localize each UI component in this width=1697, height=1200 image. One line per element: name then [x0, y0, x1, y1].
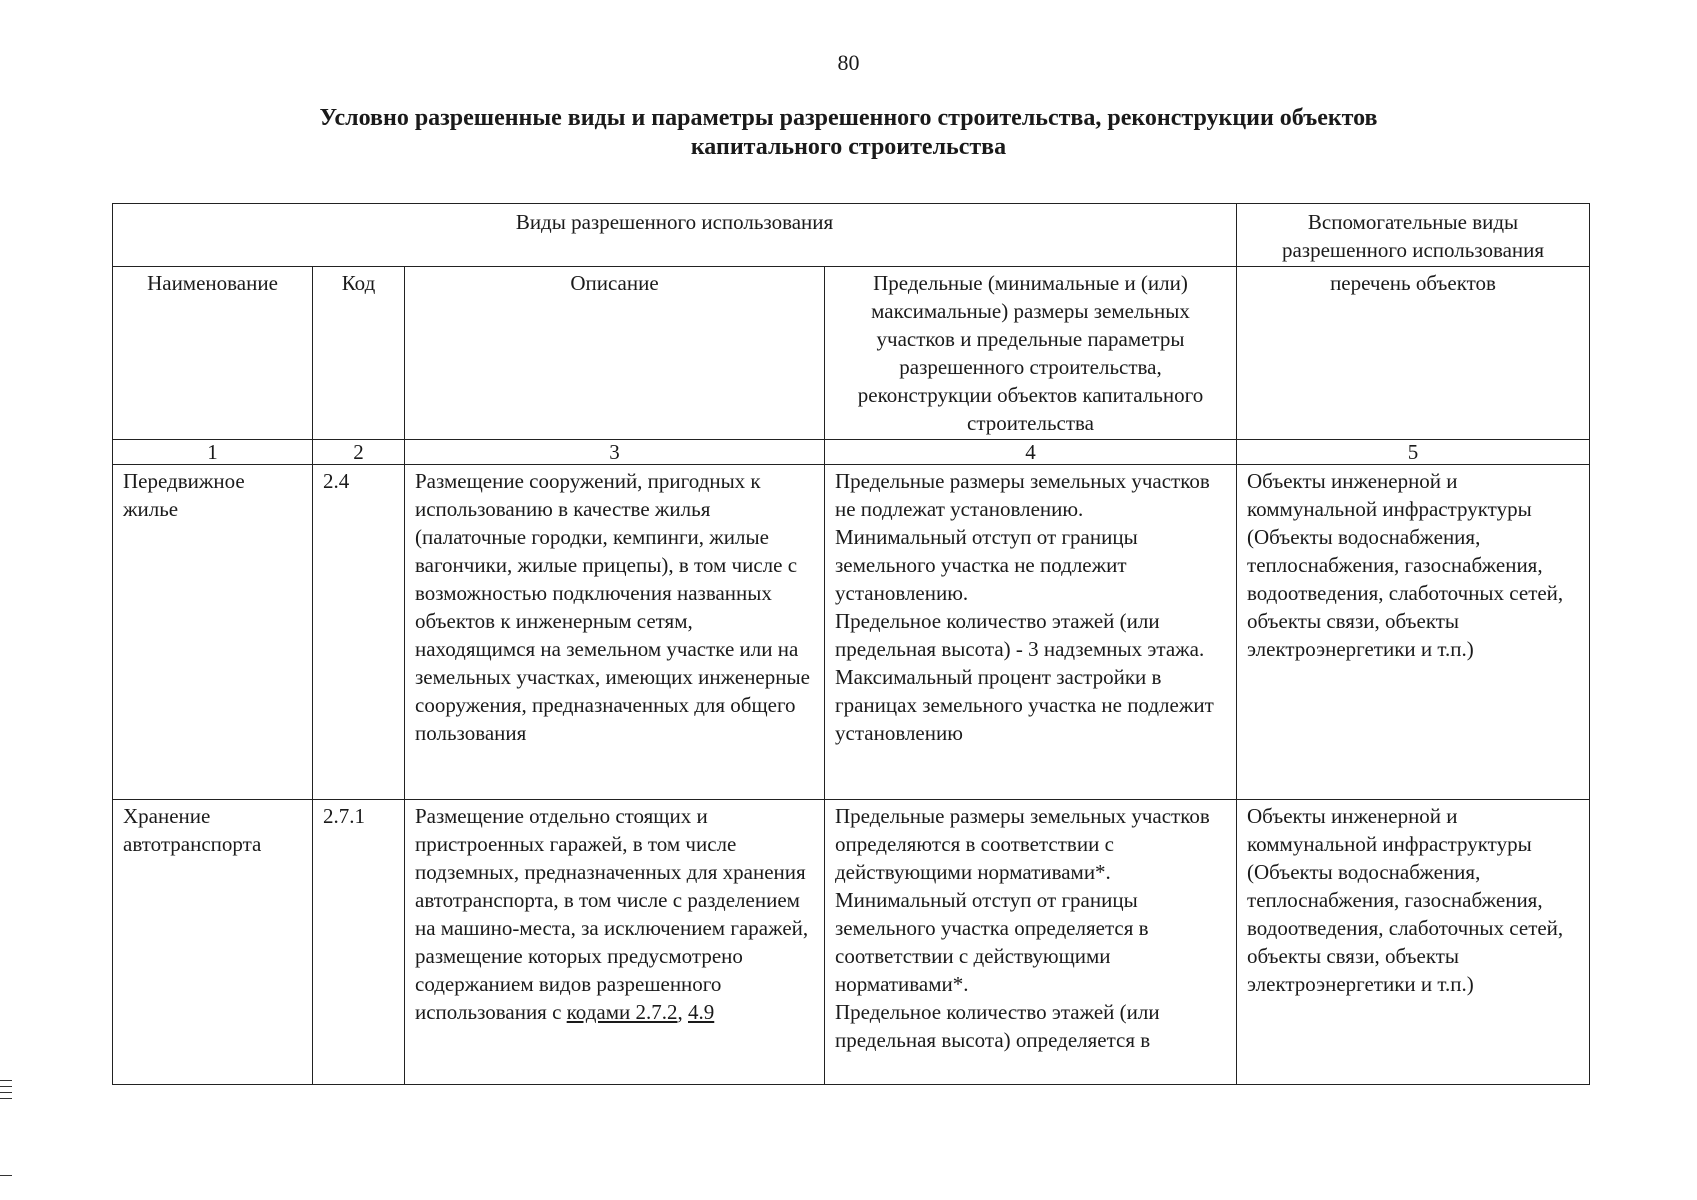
- limits-line: Предельные размеры земельных участков определяются в соответствии с действующими нормативами*.: [835, 804, 1210, 884]
- column-number: 1: [113, 440, 313, 465]
- document-title-line-2: капитального строительства: [690, 134, 1007, 160]
- column-number: 4: [825, 440, 1237, 465]
- header-name: Наименование: [113, 267, 313, 440]
- row-name: Хранение автотранспорта: [113, 800, 313, 1085]
- column-number: 2: [313, 440, 405, 465]
- column-number: 5: [1237, 440, 1590, 465]
- binding-mark: [0, 1086, 12, 1087]
- document-title-line-1: Условно разрешенные виды и параметры разрешенного строительства, реконструкции объектов: [319, 105, 1378, 131]
- page-number: 80: [837, 50, 860, 75]
- description-text: Размещение отдельно стоящих и пристроенных гаражей, в том числе подземных, предназначенных для хранения автотранспорта, в том числе с разделением на машино-места, за исключением гаражей, размещение которых предусмотрено содержанием видов разрешенного использования с: [415, 804, 809, 1024]
- limits-line: Предельные размеры земельных участков не подлежат установлению.: [835, 469, 1210, 521]
- header-code: Код: [313, 267, 405, 440]
- table-row: [113, 800, 1590, 1085]
- binding-mark: [0, 1098, 12, 1099]
- limits-line: Предельное количество этажей (или предельная высота) определяется в: [835, 1000, 1160, 1052]
- column-number: 3: [405, 440, 825, 465]
- code-link-2-7-2[interactable]: кодами 2.7.2: [566, 1000, 678, 1024]
- limits-line: Предельное количество этажей (или предельная высота) - 3 надземных этажа.: [835, 609, 1205, 661]
- document-title: [180, 104, 1517, 162]
- row-objects: Объекты инженерной и коммунальной инфраструктуры (Объекты водоснабжения, теплоснабжения, газоснабжения, водоотведения, слаботочных сетей, объекты связи, объекты электроэнергетики и т.п.): [1237, 800, 1590, 1085]
- row-limits: [825, 800, 1237, 1085]
- code-link-4-9[interactable]: 4.9: [688, 1000, 715, 1024]
- row-code: 2.4: [313, 465, 405, 800]
- row-description: [405, 800, 825, 1085]
- row-code: 2.7.1: [313, 800, 405, 1085]
- limits-line: Минимальный отступ от границы земельного участка не подлежит установлению.: [835, 525, 1138, 605]
- row-limits: [825, 465, 1237, 800]
- binding-mark: [0, 1092, 12, 1093]
- limits-line: Максимальный процент застройки в границах земельного участка не подлежит установлению: [835, 665, 1214, 745]
- permitted-use-table: [112, 203, 1590, 1085]
- group-header-main: Виды разрешенного использования: [113, 204, 1237, 267]
- header-objects: перечень объектов: [1237, 267, 1590, 440]
- link-separator: ,: [677, 1000, 688, 1024]
- header-description: Описание: [405, 267, 825, 440]
- column-number-row: [113, 440, 1590, 465]
- row-name: Передвижное жилье: [113, 465, 313, 800]
- column-header-row: [113, 267, 1590, 440]
- table-row: [113, 465, 1590, 800]
- row-objects: Объекты инженерной и коммунальной инфраструктуры (Объекты водоснабжения, теплоснабжения, газоснабжения, водоотведения, слаботочных сетей, объекты связи, объекты электроэнергетики и т.п.): [1237, 465, 1590, 800]
- binding-mark: [0, 1080, 12, 1081]
- limits-line: Минимальный отступ от границы земельного участка определяется в соответствии с действующими нормативами*.: [835, 888, 1149, 996]
- group-header-aux: Вспомогательные виды разрешенного использования: [1237, 204, 1590, 267]
- group-header-row: [113, 204, 1590, 267]
- row-description: Размещение сооружений, пригодных к использованию в качестве жилья (палаточные городки, кемпинги, жилые вагончики, жилые прицепы), в том числе с возможностью подключения названных объектов к инженерным сетям, находящимся на земельном участке или на земельных участках, имеющих инженерные сооружения, предназначенных для общего пользования: [405, 465, 825, 800]
- binding-mark: [0, 1175, 12, 1176]
- header-limits: Предельные (минимальные и (или) максимальные) размеры земельных участков и предельные параметры разрешенного строительства, реконструкции объектов капитального строительства: [825, 267, 1237, 440]
